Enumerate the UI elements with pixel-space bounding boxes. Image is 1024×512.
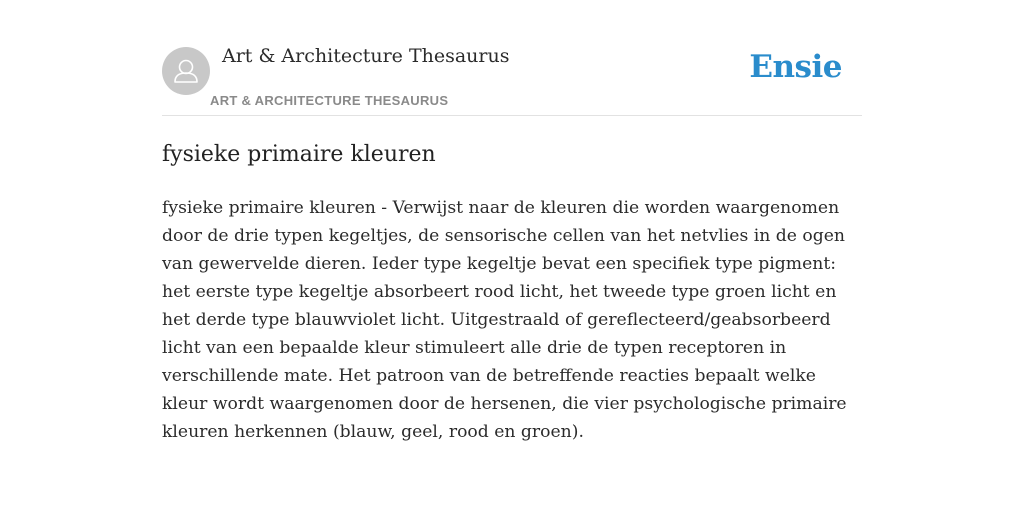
brand-logo[interactable]: Ensie: [749, 49, 842, 85]
term-definition: fysieke primaire kleuren - Verwijst naar de kleuren die worden waargenomen door de drie typen kegeltjes, de sensorische cellen van het netvlies in de ogen van gewervelde dieren. Ieder type kegeltje bevat een specifiek type pigment: het eerste type kegeltje absorbeert rood licht, het tweede type groen licht en het derde type blauwviolet licht. Uitgestraald of gereflecteerd/geabsorbeerd licht van een bepaalde kleur stimuleert alle drie de typen receptoren in verschillende mate. Het patroon van de betreffende reacties bepaalt welke kleur wordt waargenomen door de hersenen, die vier psychologische primaire kleuren herkennen (blauw, geel, rood en groen).: [162, 198, 847, 442]
term-title: fysieke primaire kleuren: [162, 142, 436, 167]
source-title-link[interactable]: Art & Architecture Thesaurus: [222, 45, 510, 67]
entry-header: [162, 0, 862, 116]
user-icon: [162, 47, 210, 95]
source-avatar[interactable]: [162, 47, 210, 95]
source-subtitle: ART & ARCHITECTURE THESAURUS: [210, 93, 449, 108]
entry-card: [162, 0, 862, 446]
